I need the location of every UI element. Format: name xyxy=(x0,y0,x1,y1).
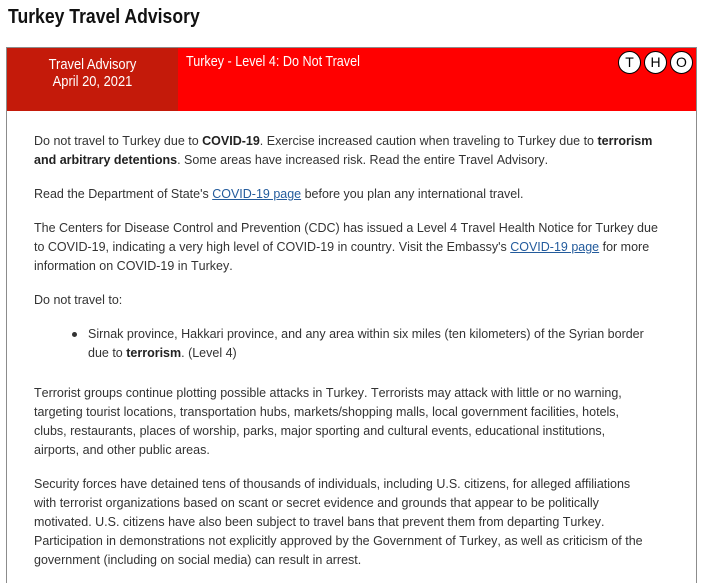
summary-text-end: . Some areas have increased risk. Read the entire Travel Advisory. xyxy=(177,153,549,167)
do-not-travel-heading-text: Do not travel to: xyxy=(34,293,123,307)
other-indicator-badge[interactable]: O xyxy=(670,51,693,74)
state-covid-text-end: before you plan any international travel. xyxy=(301,187,524,201)
do-not-travel-list xyxy=(34,325,656,363)
advisory-header xyxy=(7,48,696,111)
page-title: Turkey Travel Advisory xyxy=(8,6,200,28)
summary-text-middle: . Exercise increased caution when traveling to Turkey due to xyxy=(259,134,598,148)
terrorism-indicator-badge[interactable]: T xyxy=(618,51,641,74)
list-item-terrorism-bold: terrorism xyxy=(126,346,182,360)
summary-paragraph xyxy=(34,132,664,170)
state-covid-paragraph xyxy=(34,185,664,204)
cdc-notice-paragraph xyxy=(34,219,664,276)
advisory-date-block xyxy=(7,48,178,111)
cdc-notice-text-end: for more information on COVID-19 in Turkey. xyxy=(34,240,650,273)
health-indicator-badge[interactable]: H xyxy=(644,51,667,74)
summary-covid-bold: COVID-19 xyxy=(202,134,260,148)
advisory-level-block xyxy=(178,48,696,111)
do-not-travel-heading xyxy=(34,291,664,310)
list-item-text-start: Sirnak province, Hakkari province, and any area within six miles (ten kilometers) of the Syrian border due to xyxy=(88,327,644,360)
state-covid-page-link[interactable]: COVID-19 page xyxy=(212,187,302,201)
detentions-paragraph: Security forces have detained tens of thousands of individuals, including U.S. citizens, for alleged affiliations with terrorist organizations based on scant or secret evidence and grounds that appear to be politically motivated. U.S. citizens have also been subject to travel bans that prevent them from departing Turkey. Participation in demonstrations not explicitly approved by the Government of Turkey, as well as criticism of the government (including on social media) can result in arrest. xyxy=(34,477,643,567)
advisory-card xyxy=(6,47,697,583)
risk-indicators xyxy=(618,51,693,74)
state-covid-text-start: Read the Department of State's xyxy=(34,187,213,201)
list-item-text-end: . (Level 4) xyxy=(181,346,237,360)
embassy-covid-page-link[interactable]: COVID-19 page xyxy=(510,240,600,254)
summary-text-start: Do not travel to Turkey due to xyxy=(34,134,203,148)
list-item xyxy=(88,325,656,363)
terrorism-paragraph: Terrorist groups continue plotting possible attacks in Turkey. Terrorists may attack with little or no warning, targeting tourist locations, transportation hubs, markets/shopping malls, local government facilities, hotels, clubs, restaurants, places of worship, parks, major sporting and cultural events, educational institutions, airports, and other public areas. xyxy=(34,386,622,457)
advisory-date: April 20, 2021 xyxy=(52,73,133,90)
advisory-body xyxy=(7,111,696,570)
advisory-level-title: Turkey - Level 4: Do Not Travel xyxy=(186,53,360,70)
summary-risk-bold: terrorism and arbitrary detentions xyxy=(34,134,653,167)
advisory-label: Travel Advisory xyxy=(48,56,137,73)
cdc-notice-text-start: The Centers for Disease Control and Prevention (CDC) has issued a Level 4 Travel Health Notice for Turkey due to COVID-19, indicating a very high level of COVID-19 in country. Visit the Embassy's xyxy=(34,221,658,254)
